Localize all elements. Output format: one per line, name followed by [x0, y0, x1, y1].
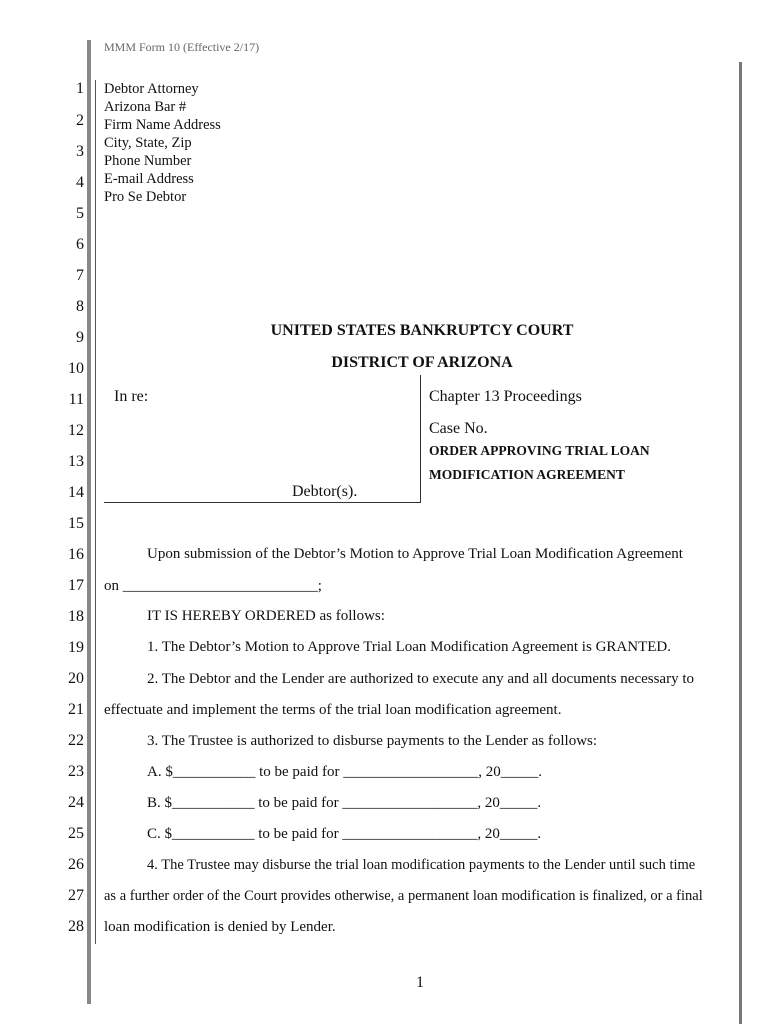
line-number: 4 — [76, 174, 84, 191]
line-number: 1 — [76, 80, 84, 97]
line-number: 22 — [68, 732, 84, 749]
right-margin-rule — [739, 62, 742, 1024]
line-number: 24 — [68, 794, 84, 811]
line-number: 6 — [76, 236, 84, 253]
debtors-label: Debtor(s). — [292, 483, 358, 500]
caption-divider — [420, 375, 421, 502]
line-number: 28 — [68, 918, 84, 935]
line-number: 21 — [68, 701, 84, 718]
form-header: MMM Form 10 (Effective 2/17) — [104, 40, 260, 54]
attorney-line: Firm Name Address — [104, 117, 221, 133]
line-number: 14 — [68, 484, 84, 501]
line-number-rule — [95, 80, 96, 944]
line-number: 3 — [76, 143, 84, 160]
attorney-line: Phone Number — [104, 153, 192, 169]
order-item-1: 1. The Debtor’s Motion to Approve Trial Loan Modification Agreement is GRANTED. — [147, 639, 671, 655]
line-number: 13 — [68, 453, 84, 470]
line-number: 25 — [68, 825, 84, 842]
line-number: 23 — [68, 763, 84, 780]
line-number: 11 — [68, 391, 84, 408]
ordered-heading: IT IS HEREBY ORDERED as follows: — [147, 608, 385, 624]
attorney-line: Arizona Bar # — [104, 99, 187, 115]
order-title-line-1: ORDER APPROVING TRIAL LOAN — [429, 443, 650, 458]
line-number: 18 — [68, 608, 84, 625]
caption-underline — [104, 502, 421, 503]
page-number: 1 — [416, 974, 424, 991]
line-number: 20 — [68, 670, 84, 687]
order-title-line-2: MODIFICATION AGREEMENT — [429, 467, 625, 482]
line-number: 2 — [76, 112, 84, 129]
case-number: Case No. — [429, 420, 488, 437]
line-number: 7 — [76, 267, 84, 284]
attorney-line: City, State, Zip — [104, 135, 192, 151]
order-item-4-cont: as a further order of the Court provides otherwise, a permanent loan modification is finalized, or a final — [104, 888, 703, 904]
line-number: 27 — [68, 887, 84, 904]
line-number: 17 — [68, 577, 84, 594]
order-item-4: 4. The Trustee may disburse the trial loan modification payments to the Lender until such time — [147, 857, 696, 873]
left-margin-rule — [87, 40, 91, 1004]
attorney-line: Pro Se Debtor — [104, 189, 187, 205]
in-re: In re: — [114, 388, 149, 405]
order-item-4-cont: loan modification is denied by Lender. — [104, 919, 336, 935]
line-number: 10 — [68, 360, 84, 377]
line-number: 16 — [68, 546, 84, 563]
body-paragraph: Upon submission of the Debtor’s Motion to Approve Trial Loan Modification Agreement — [147, 546, 683, 562]
chapter-label: Chapter 13 Proceedings — [429, 388, 582, 405]
court-district: DISTRICT OF ARIZONA — [331, 354, 513, 371]
court-name: UNITED STATES BANKRUPTCY COURT — [270, 322, 574, 339]
payment-line-b: B. $___________ to be paid for __________________, 20_____. — [147, 795, 542, 811]
line-number: 19 — [68, 639, 84, 656]
line-number: 9 — [76, 329, 84, 346]
order-item-3: 3. The Trustee is authorized to disburse payments to the Lender as follows: — [147, 733, 598, 749]
line-number: 8 — [76, 298, 84, 315]
body-paragraph: on __________________________; — [104, 578, 322, 594]
line-number: 5 — [76, 205, 84, 222]
line-number: 26 — [68, 856, 84, 873]
attorney-line: E-mail Address — [104, 171, 194, 187]
line-number: 15 — [68, 515, 84, 532]
payment-line-a: A. $___________ to be paid for __________________, 20_____. — [147, 764, 542, 780]
order-item-2: 2. The Debtor and the Lender are authorized to execute any and all documents necessary to — [147, 671, 695, 687]
line-number: 12 — [68, 422, 84, 439]
attorney-line: Debtor Attorney — [104, 81, 199, 97]
order-item-2-cont: effectuate and implement the terms of the trial loan modification agreement. — [104, 702, 562, 718]
payment-line-c: C. $___________ to be paid for __________________, 20_____. — [147, 826, 542, 842]
